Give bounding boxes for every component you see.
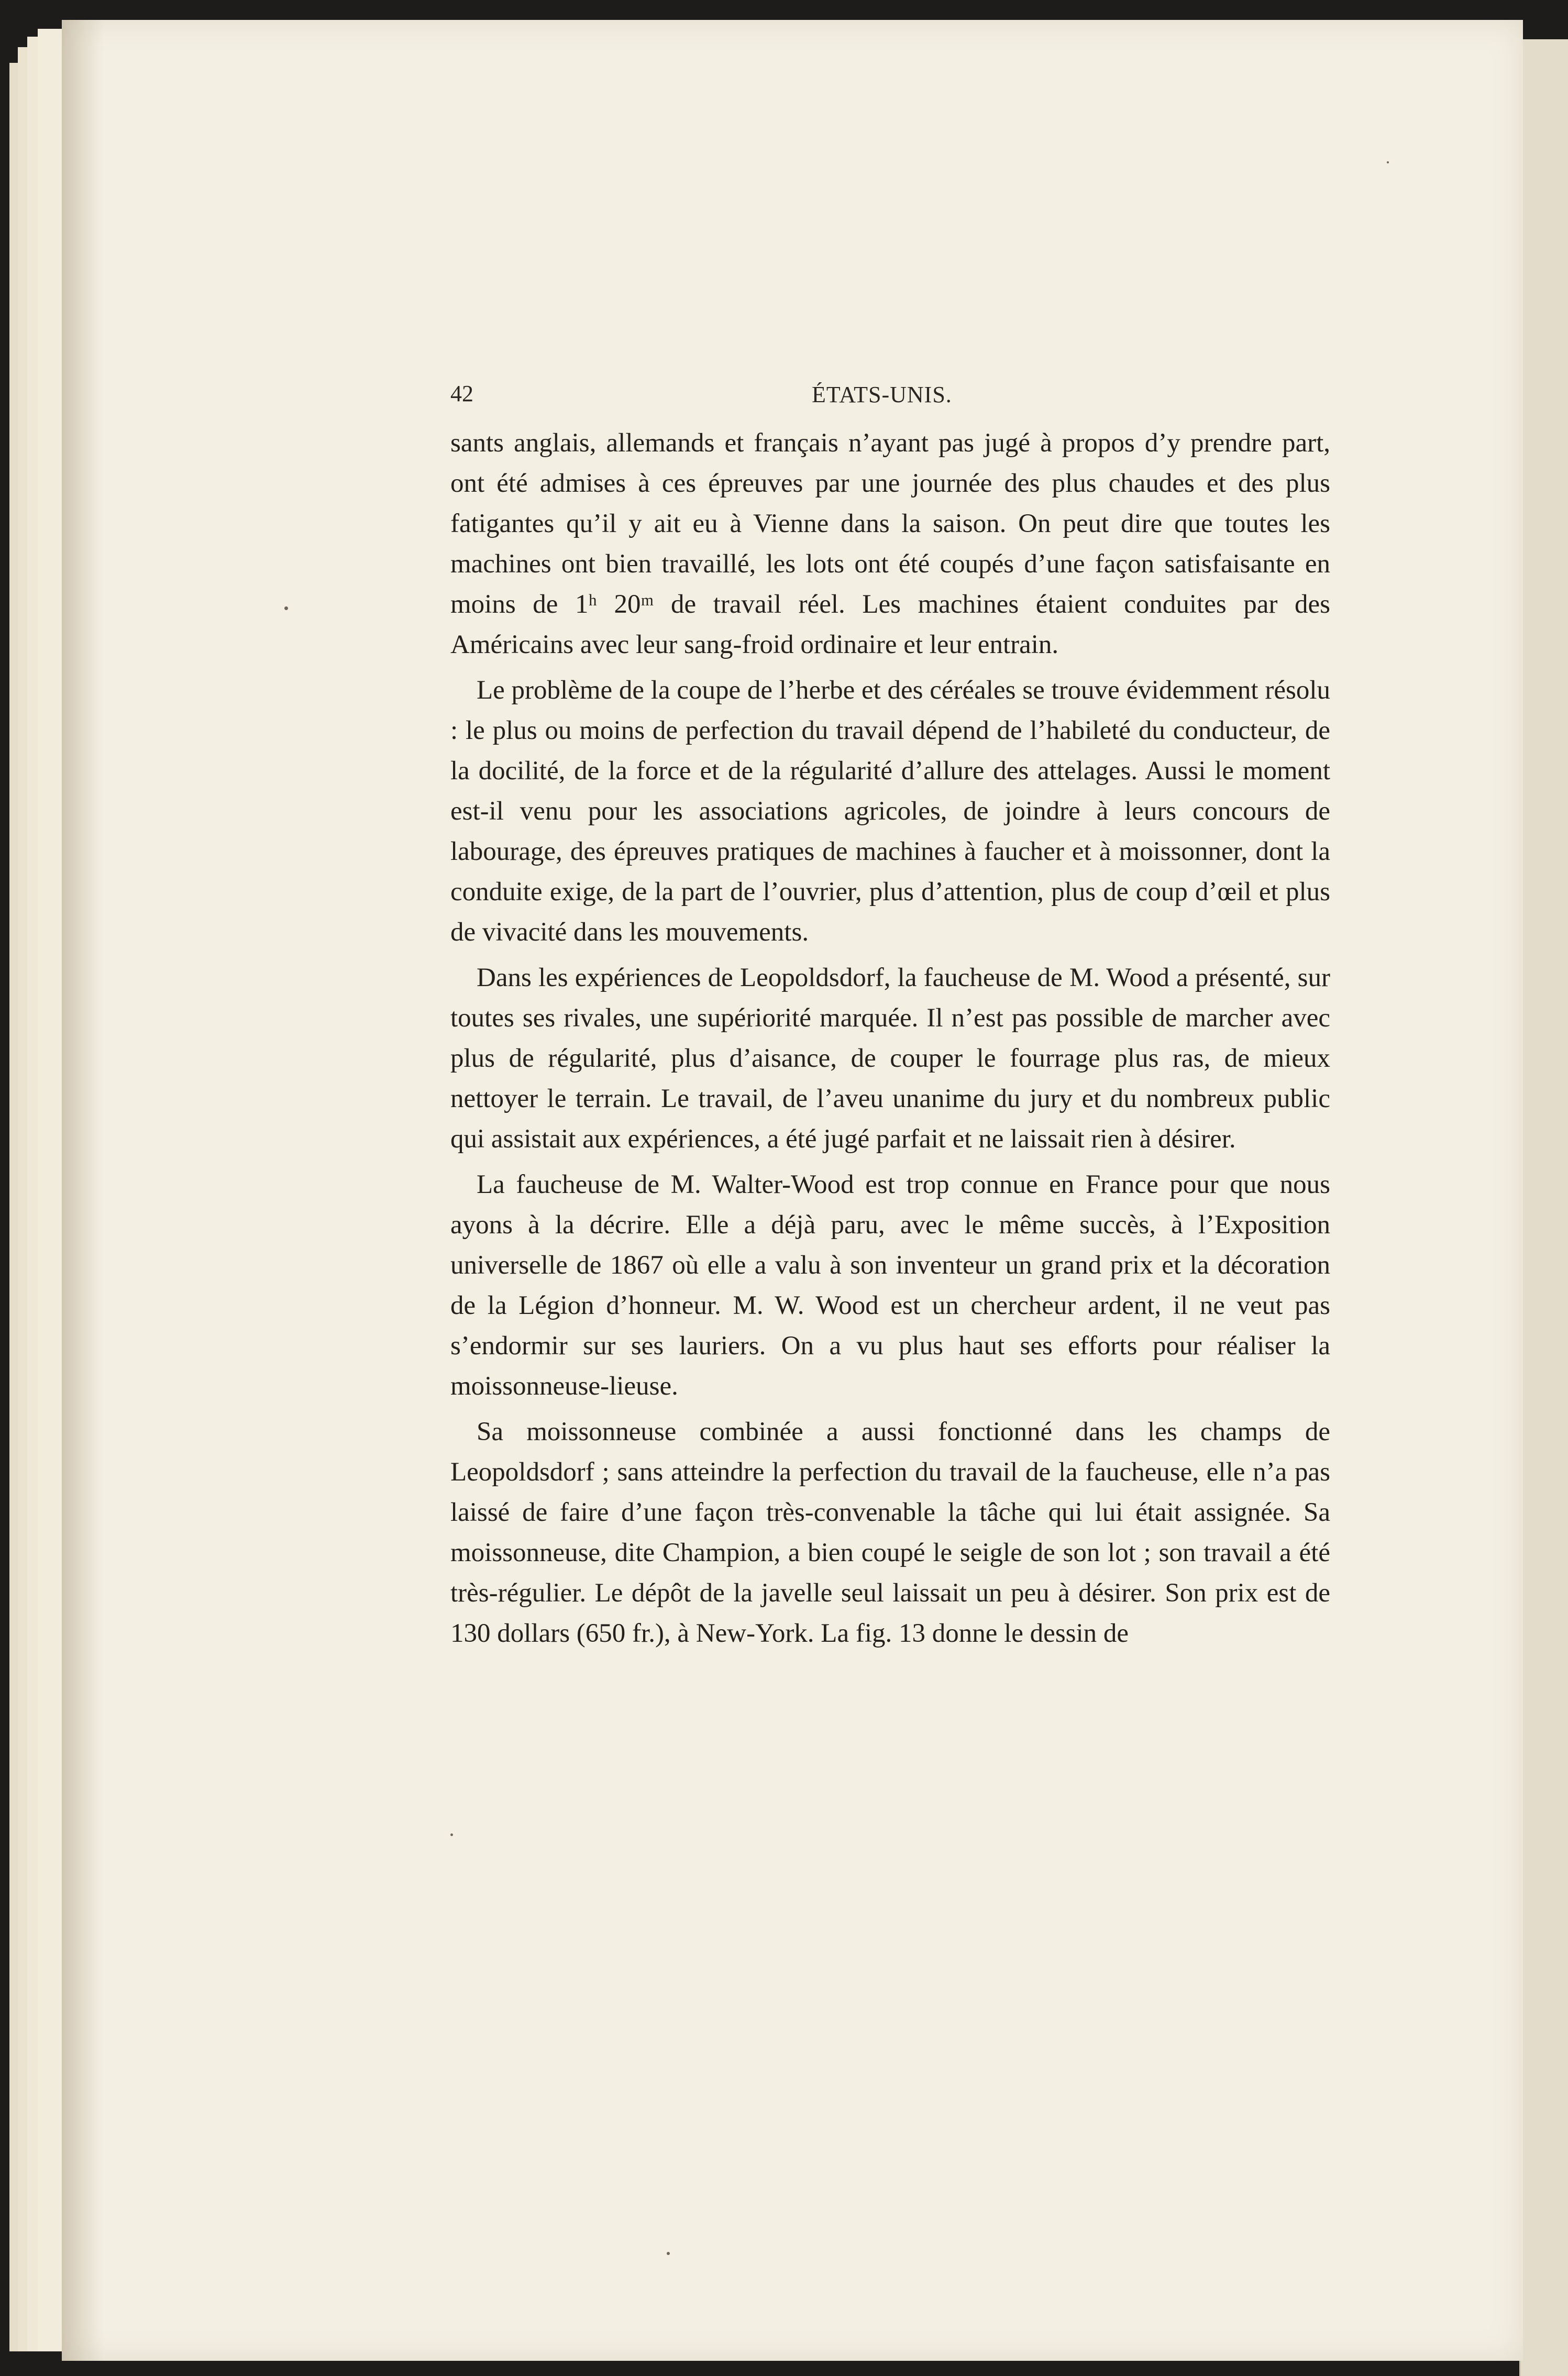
paper-speck [1387, 161, 1389, 163]
paragraph: La faucheuse de M. Walter-Wood est trop connue en France pour que nous ayons à la décrire. Elle a déjà paru, avec le même succès, à l’Exposition universelle de 1867 où elle a valu à son inventeur un grand prix et la décoration de la Légion d’honneur. M. W. Wood est un chercheur ardent, il ne veut pas s’endormir sur ses lauriers. On a vu plus haut ses efforts pour réaliser la moissonneuse-lieuse. [450, 1170, 1330, 1401]
paragraph: Dans les expériences de Leopoldsdorf, la faucheuse de M. Wood a présenté, sur toutes ses rivales, une supériorité marquée. Il n’est pas possible de marcher avec plus de régularité, plus d’aisance, de couper le fourrage plus ras, de mieux nettoyer le terrain. Le travail, de l’aveu unanime du jury et du nombreux public qui assistait aux expériences, a été jugé parfait et ne laissait rien à désirer. [450, 963, 1330, 1154]
paragraph: Sa moissonneuse combinée a aussi fonctionné dans les champs de Leopoldsdorf ; sans atteindre la perfection du travail de la faucheuse, elle n’a pas laissé de faire d’une façon très-convenable la tâche qui lui était assignée. Sa moissonneuse, dite Champion, a bien coupé le seigle de son lot ; son travail a été très-régulier. Le dépôt de la javelle seul laissait un peu à désirer. Son prix est de 130 dollars (650 fr.), à New-York. La fig. 13 donne le dessin de [450, 1417, 1330, 1648]
paper-speck [667, 2252, 670, 2255]
facing-page-edge [1519, 39, 1568, 2376]
running-title: ÉTATS-UNIS. [812, 382, 952, 407]
paragraph: sants anglais, allemands et français n’ayant pas jugé à propos d’y prendre part, ont été admises à ces épreuves par une journée des plus chaudes et des plus fatigantes qu’il y ait eu à Vienne dans la saison. On peut dire que toutes les machines ont bien travaillé, les lots ont été coupés d’une façon satisfaisante en moins de 1ʰ 20ᵐ de travail réel. Les machines étaient conduites par des Américains avec leur sang-froid ordinaire et leur entrain. [450, 428, 1330, 659]
paper-speck [284, 606, 288, 610]
text-body [450, 423, 1330, 1659]
running-header [450, 376, 1328, 418]
page-number: 42 [450, 381, 473, 406]
paper-speck [450, 1833, 453, 1836]
gutter-shadow [62, 20, 104, 2361]
paragraph: Le problème de la coupe de l’herbe et des céréales se trouve évidemment résolu : le plus ou moins de perfection du travail dépend de l’habileté du conducteur, de la docilité, de la force et de la régularité d’allure des attelages. Aussi le moment est-il venu pour les associations agricoles, de joindre à leurs concours de labourage, des épreuves pratiques de machines à faucher et à moissonner, dont la conduite exige, de la part de l’ouvrier, plus d’attention, plus de coup d’œil et plus de vivacité dans les mouvements. [450, 676, 1330, 947]
book-page [62, 20, 1523, 2361]
